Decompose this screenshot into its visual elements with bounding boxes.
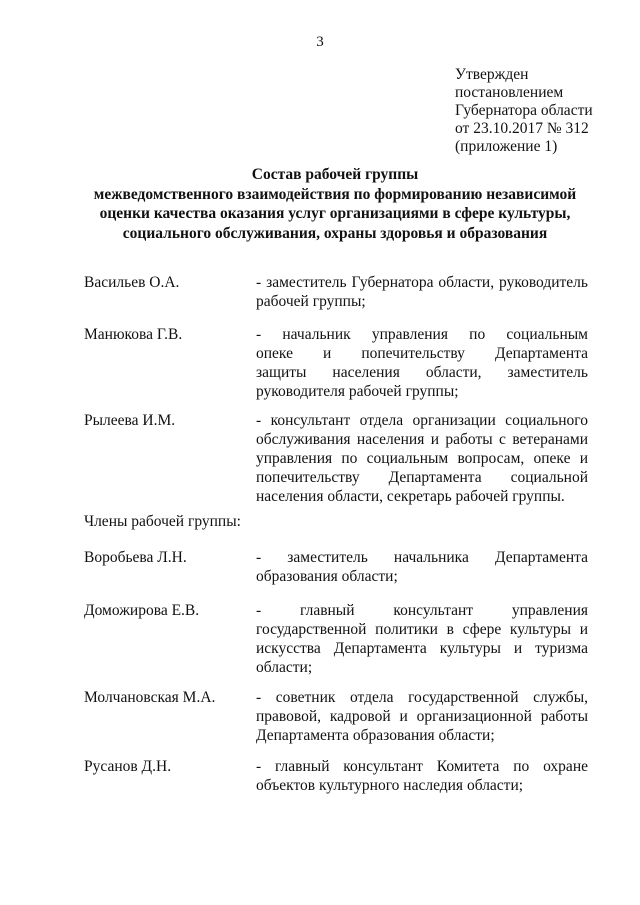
member-name: Манюкова Г.В. (84, 326, 183, 343)
approval-line: (приложение 1) (455, 138, 558, 155)
role-line: правовой, кадровой и организационной работы (256, 708, 588, 725)
role-line: - начальник управления по социальным (256, 326, 588, 343)
title-line: межведомственного взаимодействия по формированию независимой (93, 185, 577, 203)
page-number: 3 (316, 34, 324, 50)
member-name: Воробьева Л.Н. (84, 549, 187, 566)
role-line: защиты населения области, заместитель (256, 364, 588, 381)
approval-line: от 23.10.2017 № 312 (455, 120, 589, 137)
role-line: обслуживания населения и работы с ветеранами (256, 431, 588, 448)
role-line: населения области, секретарь рабочей группы. (256, 488, 565, 505)
role-line: управления по социальным вопросам, опеке и (256, 450, 588, 467)
member-role (256, 273, 588, 311)
role-line: образования области; (256, 568, 398, 585)
role-line: - заместитель начальника Департамента (256, 549, 588, 566)
role-line: Департамента образования области; (256, 727, 495, 744)
member-name: Русанов Д.Н. (84, 758, 172, 775)
member-role (256, 325, 588, 401)
role-line: области; (256, 659, 313, 676)
member-role (256, 601, 588, 677)
document-title (40, 165, 630, 243)
role-line: опеке и попечительству Департамента (256, 345, 588, 362)
title-line: социального обслуживания, охраны здоровья и образования (122, 224, 548, 242)
role-line: - главный консультант Комитета по охране (256, 758, 588, 775)
approval-line: Утвержден (455, 66, 529, 83)
role-line: попечительству Департамента социальной (256, 469, 588, 486)
role-line: объектов культурного наследия области; (256, 777, 524, 794)
member-name: Рылеева И.М. (84, 412, 176, 429)
member-name: Молчановская М.А. (84, 689, 216, 706)
approval-line: Губернатора области (455, 102, 593, 119)
role-line: - заместитель Губернатора области, руководитель (256, 274, 588, 291)
members-label: Члены рабочей группы: (84, 513, 241, 530)
role-line: искусства Департамента культуры и туризма (256, 640, 588, 657)
approval-line: постановлением (455, 84, 564, 101)
member-name: Доможирова Е.В. (84, 602, 200, 619)
member-role (256, 411, 588, 506)
member-role (256, 548, 588, 586)
role-line: - советник отдела государственной службы, (256, 689, 588, 706)
member-name: Васильев О.А. (84, 274, 180, 291)
approval-block (455, 66, 625, 156)
role-line: государственной политики в сфере культуры и (256, 621, 588, 638)
role-line: руководителя рабочей группы; (256, 383, 459, 400)
role-line: - главный консультант управления (256, 602, 588, 619)
title-line: оценки качества оказания услуг организациями в сфере культуры, (99, 205, 571, 222)
title-line: Состав рабочей группы (251, 166, 419, 183)
member-role (256, 757, 588, 795)
role-line: рабочей группы; (256, 293, 366, 310)
role-line: - консультант отдела организации социального (256, 412, 588, 429)
member-role (256, 688, 588, 745)
